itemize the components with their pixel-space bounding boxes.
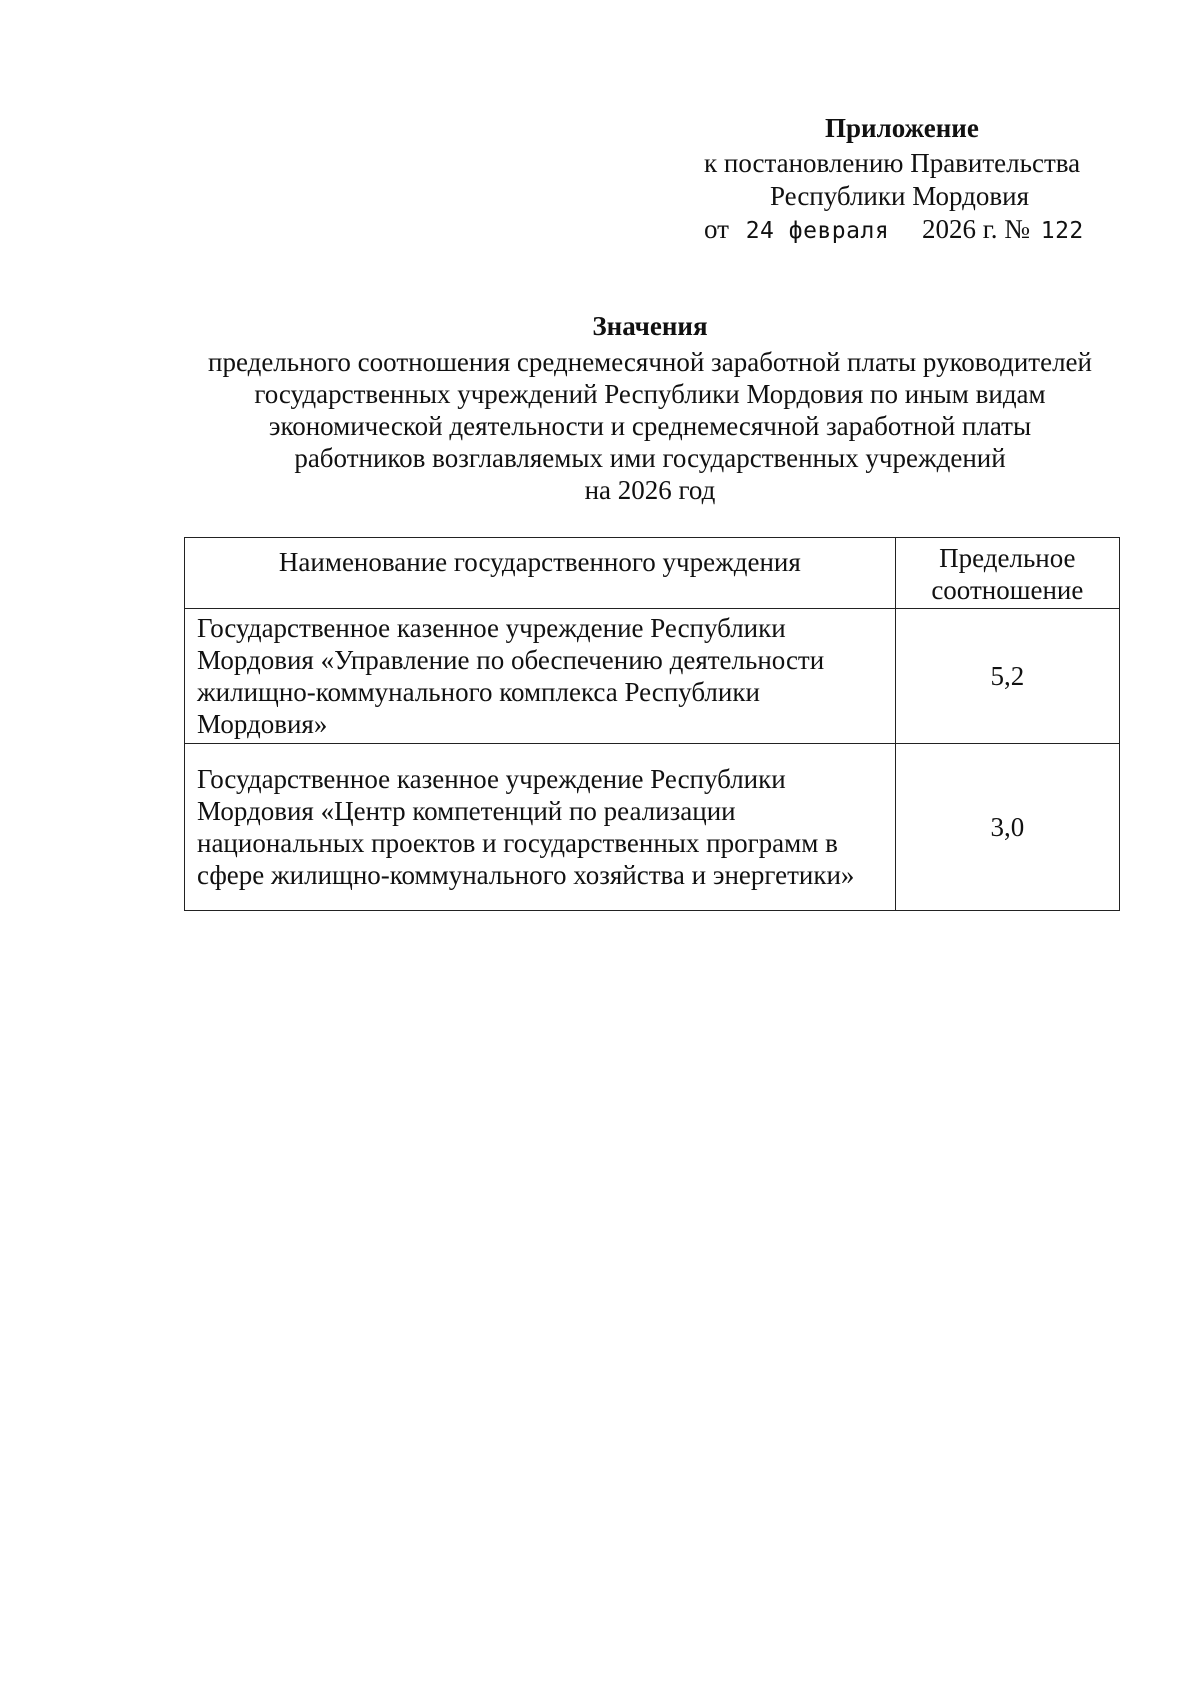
table-row	[185, 609, 1120, 744]
ratio-value-cell: 3,0	[895, 744, 1119, 911]
appendix-title: Приложение	[825, 113, 979, 143]
table-row	[185, 744, 1120, 911]
header-institution-name: Наименование государственного учреждения	[185, 538, 896, 609]
appendix-line-resolution: к постановлению Правительства	[704, 148, 1081, 178]
year-number-label: 2026 г. №	[921, 214, 1030, 244]
heading-title: Значения	[592, 311, 708, 341]
table-header-row	[185, 538, 1120, 609]
appendix-block	[600, 112, 1120, 248]
date-prefix: от	[704, 214, 729, 244]
ratio-value-cell: 5,2	[895, 609, 1119, 744]
resolution-number: 122	[1040, 218, 1084, 244]
date-typed: 24 февраля	[745, 218, 890, 244]
appendix-line-republic: Республики Мордовия	[770, 181, 1030, 211]
header-limit-ratio: Предельное соотношение	[895, 538, 1119, 609]
document-heading	[130, 310, 1170, 506]
heading-line: на 2026 год	[584, 475, 716, 505]
institution-name-cell: Государственное казенное учреждение Республики Мордовия «Центр компетенций по реализации национальных проектов и государственных программ в сфере жилищно-коммунального хозяйства и энергетики»	[185, 744, 896, 911]
ratio-table	[184, 537, 1120, 911]
heading-line: работников возглавляемых ими государственных учреждений	[294, 443, 1006, 473]
institution-name-cell: Государственное казенное учреждение Республики Мордовия «Управление по обеспечению деятельности жилищно-коммунального комплекса Республики Мордовия»	[185, 609, 896, 744]
heading-line: государственных учреждений Республики Мордовия по иным видам	[254, 379, 1046, 409]
heading-line: предельного соотношения среднемесячной заработной платы руководителей	[208, 347, 1092, 377]
heading-line: экономической деятельности и среднемесячной заработной платы	[268, 411, 1032, 441]
appendix-date-line	[600, 213, 1120, 248]
